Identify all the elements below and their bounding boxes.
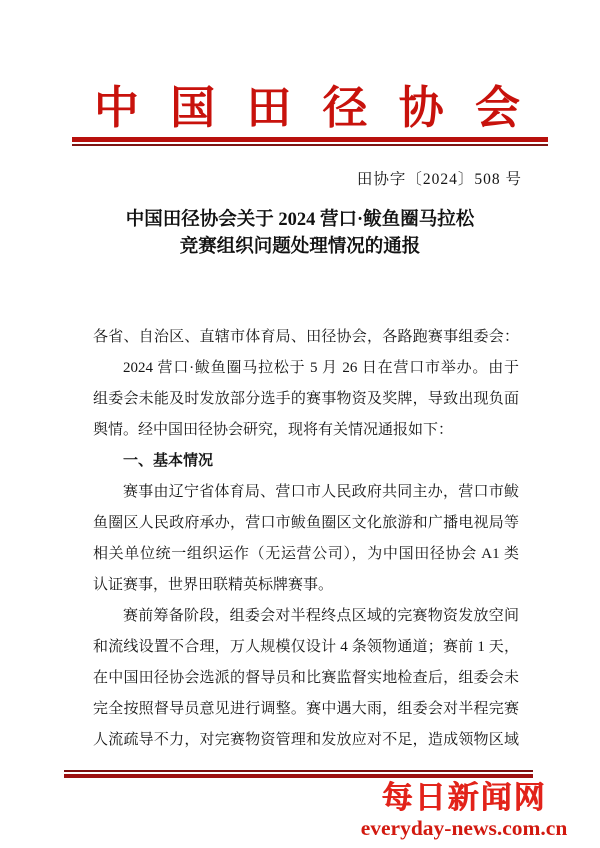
org-title-char: 协 [398,83,444,133]
body-line: 完全按照督导员意见进行调整。赛中遇大雨，组委会对半程完赛 [93,701,519,717]
body-line: 在中国田径协会选派的督导员和比赛监督实地检查后，组委会未 [93,670,519,686]
site-url-text: everyday-news.com.cn [360,816,568,840]
body-line: 认证赛事，世界田联精英标牌赛事。 [93,577,334,593]
org-title-char: 田 [246,83,292,133]
section-heading-basic-info: 一、基本情况 [123,453,214,469]
doc-number: 田协字〔2024〕508 号 [356,171,522,188]
document-title [0,207,600,261]
salutation-line: 各省、自治区、直辖市体育局、田径协会，各路跑赛事组委会： [93,329,519,345]
letterhead-divider-rule [72,137,548,146]
org-title-char: 会 [474,83,520,133]
site-logo-text: 每日新闻网 [381,780,547,815]
body-line: 相关单位统一组织运作（无运营公司），为中国田径协会 A1 类 [93,546,519,562]
body-line: 赛事由辽宁省体育局、营口市人民政府共同主办，营口市鲅 [123,484,519,500]
body-line: 舆情。经中国田径协会研究，现将有关情况通报如下： [93,422,454,438]
body-line: 人流疏导不力，对完赛物资管理和发放应对不足，造成领物区域 [93,732,519,748]
site-watermark [352,780,576,841]
org-title-char: 径 [322,83,368,133]
org-title-char: 国 [170,83,216,133]
footer-divider-rule [64,770,533,778]
document-body [93,322,519,756]
org-title-char: 中 [94,83,140,133]
body-line: 和流线设置不合理，万人规模仅设计 4 条领物通道；赛前 1 天， [93,639,519,655]
body-line: 2024 营口·鲅鱼圈马拉松于 5 月 26 日在营口市举办。由于 [123,360,519,376]
document-title-line1: 中国田径协会关于 2024 营口·鲅鱼圈马拉松 [125,210,475,230]
org-letterhead-title [94,84,520,132]
body-line: 组委会未能及时发放部分选手的赛事物资及奖牌，导致出现负面 [93,391,519,407]
body-line: 鱼圈区人民政府承办，营口市鲅鱼圈区文化旅游和广播电视局等 [93,515,519,531]
body-line: 赛前筹备阶段，组委会对半程终点区域的完赛物资发放空间 [123,608,519,624]
document-title-line2: 竞赛组织问题处理情况的通报 [179,237,421,257]
